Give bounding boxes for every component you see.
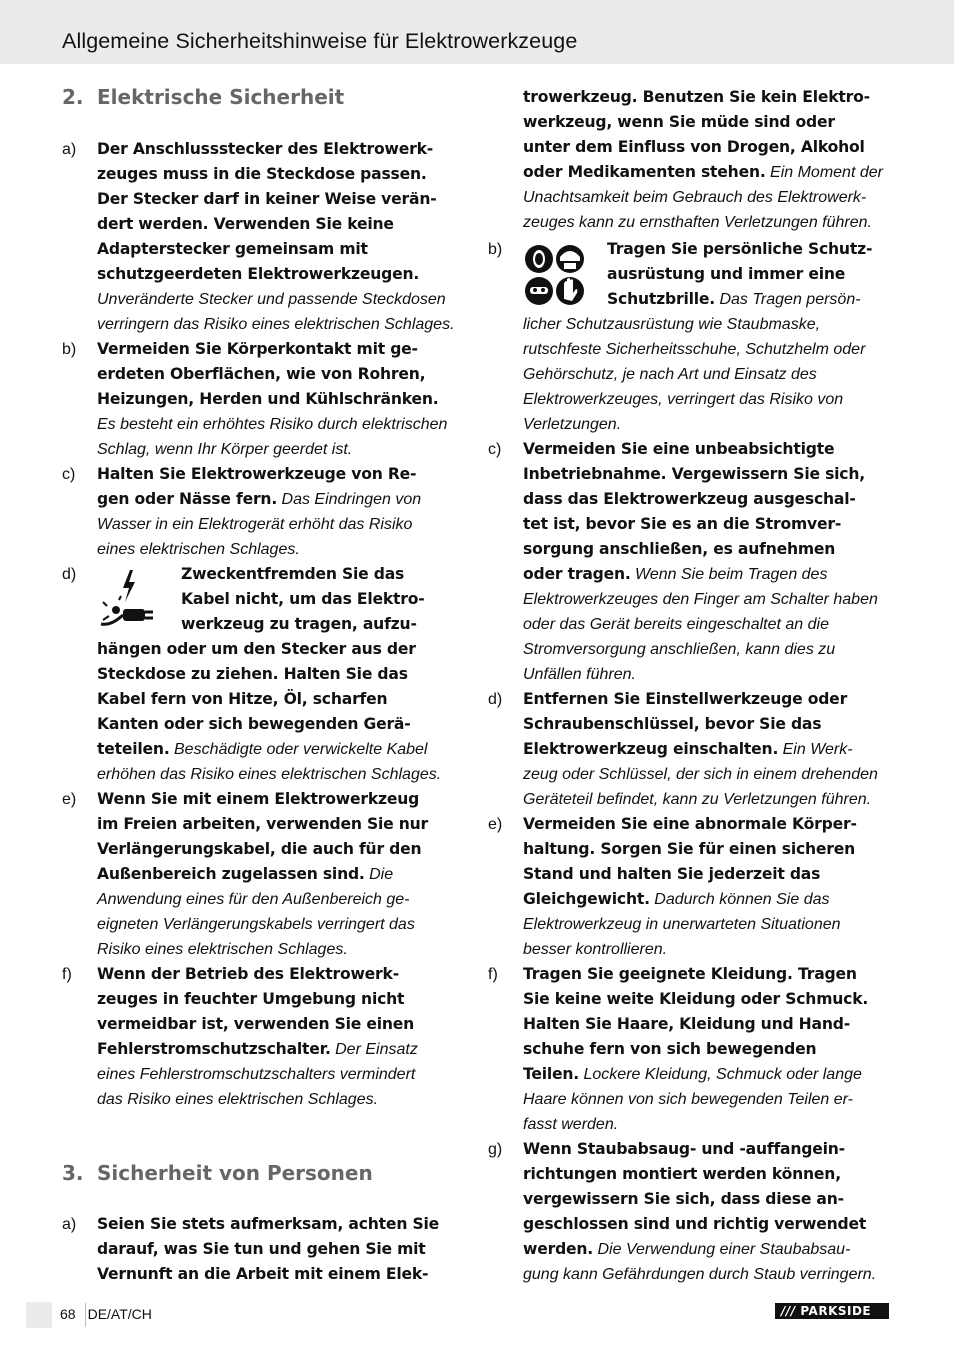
text-line bbox=[97, 962, 399, 987]
text-line bbox=[181, 612, 417, 637]
bold-text: Sie keine weite Kleidung oder Schmuck. bbox=[523, 990, 869, 1008]
bold-text: Vernunft an die Arbeit mit einem Elek- bbox=[97, 1265, 429, 1283]
text-line bbox=[97, 412, 447, 437]
bold-text: Vermeiden Sie eine unbeabsichtigte bbox=[523, 440, 835, 458]
text-line bbox=[97, 662, 408, 687]
text-line bbox=[523, 387, 843, 412]
italic-text: gung kann Gefährdungen durch Staub verringern. bbox=[523, 1266, 877, 1283]
text-line bbox=[523, 1087, 853, 1112]
bold-text: haltung. Sorgen Sie für einen sicheren bbox=[523, 840, 856, 858]
bold-text: dert werden. Verwenden Sie keine bbox=[97, 215, 394, 233]
bold-text: darauf, was Sie tun und gehen Sie mit bbox=[97, 1240, 426, 1258]
italic-text: Ein Werk- bbox=[778, 741, 853, 758]
italic-text: eines elektrischen Schlages. bbox=[97, 541, 300, 558]
italic-text: Beschädigte oder verwickelte Kabel bbox=[169, 741, 428, 758]
section-number: 2. bbox=[62, 85, 84, 109]
text-line bbox=[97, 1262, 428, 1287]
bold-text: Verlängerungskabel, die auch für den bbox=[97, 840, 422, 858]
item-letter: e) bbox=[62, 791, 77, 808]
italic-text: eigneten Verlängerungskabels verringert das bbox=[97, 916, 415, 933]
text-line bbox=[97, 712, 411, 737]
bold-text: Zweckentfremden Sie das bbox=[181, 565, 405, 583]
bold-text: oder tragen. bbox=[523, 565, 631, 583]
bold-text: zeuges in feuchter Umgebung nicht bbox=[97, 990, 405, 1008]
text-line bbox=[97, 137, 433, 162]
bold-text: zeuges muss in die Steckdose passen. bbox=[97, 165, 427, 183]
text-line bbox=[97, 1062, 415, 1087]
italic-text: licher Schutzausrüstung wie Staubmaske, bbox=[523, 316, 821, 333]
text-line bbox=[97, 887, 410, 912]
text-line bbox=[97, 262, 419, 287]
footer-marker bbox=[26, 1302, 52, 1328]
text-line bbox=[523, 937, 667, 962]
text-line bbox=[97, 237, 368, 262]
text-line bbox=[523, 1012, 850, 1037]
text-line bbox=[97, 1012, 414, 1037]
text-line bbox=[97, 437, 352, 462]
text-line bbox=[97, 1237, 426, 1262]
italic-text: zeug oder Schlüssel, der sich in einem drehenden bbox=[523, 766, 878, 783]
text-line bbox=[523, 812, 857, 837]
text-line bbox=[607, 262, 845, 287]
text-line bbox=[523, 737, 853, 762]
italic-text: fasst werden. bbox=[523, 1116, 619, 1133]
text-line bbox=[523, 1212, 866, 1237]
bold-text: gen oder Nässe fern. bbox=[97, 490, 278, 508]
bold-text: werden. bbox=[523, 1240, 594, 1258]
italic-text: Das Tragen persön- bbox=[715, 291, 861, 308]
item-letter: e) bbox=[488, 816, 503, 833]
bold-text: tet ist, bevor Sie es an die Stromver- bbox=[523, 515, 842, 533]
bold-text: schuhe fern von sich bewegenden bbox=[523, 1040, 817, 1058]
italic-text: erhöhen das Risiko eines elektrischen Schlages. bbox=[97, 766, 442, 783]
italic-text: Die bbox=[364, 866, 394, 883]
bold-text: werkzeug, wenn Sie müde sind oder bbox=[523, 113, 835, 131]
text-line bbox=[523, 462, 865, 487]
item-letter: a) bbox=[62, 141, 77, 158]
text-line bbox=[97, 187, 437, 212]
bold-text: werkzeug zu tragen, aufzu- bbox=[181, 615, 417, 633]
text-line bbox=[97, 362, 425, 387]
bold-text: Kabel fern von Hitze, Öl, scharfen bbox=[97, 690, 388, 708]
italic-text: Geräteteil befindet, kann zu Verletzungen führen. bbox=[523, 791, 872, 808]
text-line bbox=[523, 487, 856, 512]
text-line bbox=[181, 562, 404, 587]
italic-text: besser kontrollieren. bbox=[523, 941, 668, 958]
bold-text: im Freien arbeiten, verwenden Sie nur bbox=[97, 815, 429, 833]
bold-text: Elektrowerkzeug einschalten. bbox=[523, 740, 779, 758]
text-line bbox=[97, 787, 419, 812]
bold-text: Schutzbrille. bbox=[607, 290, 715, 308]
text-line bbox=[523, 87, 870, 112]
bold-text: Fehlerstromschutzschalter. bbox=[97, 1040, 331, 1058]
italic-text: Haare können von sich bewegenden Teilen er- bbox=[523, 1091, 854, 1108]
bold-text: Halten Sie Haare, Kleidung und Hand- bbox=[523, 1015, 850, 1033]
page-title: Allgemeine Sicherheitshinweise für Elektrowerkzeuge bbox=[62, 29, 578, 53]
bold-text: Der Stecker darf in keiner Weise verän- bbox=[97, 190, 437, 208]
italic-text: Die Verwendung einer Staubabsau- bbox=[593, 1241, 851, 1258]
text-line bbox=[97, 812, 428, 837]
text-line bbox=[523, 137, 865, 162]
italic-text: oder das Gerät bereits eingeschaltet an die bbox=[523, 616, 829, 633]
text-line bbox=[97, 1087, 378, 1112]
text-line bbox=[523, 162, 883, 187]
text-line bbox=[523, 112, 835, 137]
section-3-title bbox=[62, 1161, 373, 1185]
footer-divider bbox=[85, 1303, 86, 1327]
item-letter: a) bbox=[62, 1216, 77, 1233]
text-line bbox=[523, 412, 621, 437]
item-letter: g) bbox=[488, 1141, 503, 1158]
italic-text: Elektrowerkzeug in unerwarteten Situationen bbox=[523, 916, 841, 933]
text-line bbox=[523, 362, 817, 387]
bold-text: Teilen. bbox=[523, 1065, 580, 1083]
bold-text: Inbetriebnahme. Vergewissern Sie sich, bbox=[523, 465, 865, 483]
italic-text: Der Einsatz bbox=[330, 1041, 418, 1058]
language-codes: DE/AT/CH bbox=[87, 1306, 152, 1322]
text-line bbox=[523, 762, 878, 787]
bold-text: ausrüstung und immer eine bbox=[607, 265, 846, 283]
italic-text: Gehörschutz, je nach Art und Einsatz des bbox=[523, 366, 817, 383]
text-line bbox=[97, 212, 394, 237]
text-line bbox=[523, 562, 827, 587]
bold-text: Der Anschlussstecker des Elektrowerk- bbox=[97, 140, 434, 158]
text-line bbox=[523, 612, 829, 637]
brand-bars: /// bbox=[781, 1304, 796, 1318]
text-line bbox=[607, 287, 861, 312]
item-letter: d) bbox=[62, 566, 77, 583]
italic-text: eines Fehlerstromschutzschalters vermindert bbox=[97, 1066, 416, 1083]
item-letter: b) bbox=[62, 341, 77, 358]
bold-text: geschlossen sind und richtig verwendet bbox=[523, 1215, 867, 1233]
bold-text: Wenn der Betrieb des Elektrowerk- bbox=[97, 965, 399, 983]
text-line bbox=[523, 212, 872, 237]
bold-text: Tragen Sie geeignete Kleidung. Tragen bbox=[523, 965, 857, 983]
text-line bbox=[607, 237, 872, 262]
text-line bbox=[523, 437, 834, 462]
text-line bbox=[523, 962, 857, 987]
italic-text: Verletzungen. bbox=[523, 416, 622, 433]
bold-text: Gleichgewicht. bbox=[523, 890, 650, 908]
text-line bbox=[97, 687, 387, 712]
bold-text: Vermeiden Sie Körperkontakt mit ge- bbox=[97, 340, 418, 358]
italic-text: Lockere Kleidung, Schmuck oder lange bbox=[579, 1066, 862, 1083]
italic-text: Unveränderte Stecker und passende Steckdosen bbox=[97, 291, 446, 308]
bold-text: Kanten oder sich bewegenden Gerä- bbox=[97, 715, 411, 733]
text-line bbox=[97, 737, 427, 762]
italic-text: Anwendung eines für den Außenbereich ge- bbox=[97, 891, 410, 908]
italic-text: verringern das Risiko eines elektrischen Schlages. bbox=[97, 316, 455, 333]
text-line bbox=[97, 287, 446, 312]
italic-text: Schlag, wenn Ihr Körper geerdet ist. bbox=[97, 441, 353, 458]
italic-text: Unachtsamkeit beim Gebrauch des Elektrowerk- bbox=[523, 189, 867, 206]
bold-text: trowerkzeug. Benutzen Sie kein Elektro- bbox=[523, 88, 870, 106]
text-line bbox=[523, 887, 830, 912]
text-line bbox=[97, 312, 455, 337]
text-line bbox=[97, 1037, 418, 1062]
section-title-text: Elektrische Sicherheit bbox=[97, 85, 345, 109]
bold-text: Schraubenschlüssel, bevor Sie das bbox=[523, 715, 822, 733]
text-line bbox=[97, 637, 416, 662]
text-line bbox=[97, 912, 415, 937]
bold-text: dass das Elektrowerkzeug ausgeschal- bbox=[523, 490, 856, 508]
page-number: 68 bbox=[60, 1306, 76, 1322]
bold-text: vergewissern Sie sich, dass diese an- bbox=[523, 1190, 844, 1208]
text-line bbox=[523, 1262, 876, 1287]
bold-text: Wenn Staubabsaug- und -auffangein- bbox=[523, 1140, 845, 1158]
italic-text: Ein Moment der bbox=[765, 164, 883, 181]
text-line bbox=[523, 312, 820, 337]
section-2-title bbox=[62, 85, 344, 109]
brand-name: PARKSIDE bbox=[800, 1304, 872, 1318]
brand-logo bbox=[775, 1303, 889, 1319]
text-line bbox=[97, 937, 348, 962]
italic-text: zeuges kann zu ernsthaften Verletzungen führen. bbox=[523, 214, 872, 231]
italic-text: rutschfeste Sicherheitsschuhe, Schutzhelm oder bbox=[523, 341, 866, 358]
bold-text: Entfernen Sie Einstellwerkzeuge oder bbox=[523, 690, 848, 708]
text-line bbox=[97, 387, 438, 412]
italic-text: Wasser in ein Elektrogerät erhöht das Risiko bbox=[97, 516, 413, 533]
text-line bbox=[97, 512, 412, 537]
text-line bbox=[523, 587, 878, 612]
text-line bbox=[523, 912, 841, 937]
text-line bbox=[97, 537, 300, 562]
bold-text: Seien Sie stets aufmerksam, achten Sie bbox=[97, 1215, 439, 1233]
item-letter: c) bbox=[62, 466, 76, 483]
italic-text: Stromversorgung anschließen, kann dies zu bbox=[523, 641, 836, 658]
section-number: 3. bbox=[62, 1161, 84, 1185]
bold-text: Halten Sie Elektrowerkzeuge von Re- bbox=[97, 465, 417, 483]
text-line bbox=[97, 487, 421, 512]
text-line bbox=[97, 337, 418, 362]
bold-text: Wenn Sie mit einem Elektrowerkzeug bbox=[97, 790, 420, 808]
text-line bbox=[523, 1237, 850, 1262]
italic-text: Unfällen führen. bbox=[523, 666, 636, 683]
text-line bbox=[181, 587, 425, 612]
item-letter: c) bbox=[488, 441, 502, 458]
bold-text: hängen oder um den Stecker aus der bbox=[97, 640, 416, 658]
text-line bbox=[523, 1062, 862, 1087]
text-line bbox=[523, 712, 821, 737]
section-title-text: Sicherheit von Personen bbox=[97, 1161, 373, 1185]
text-line bbox=[523, 987, 868, 1012]
text-line bbox=[523, 662, 636, 687]
text-line bbox=[97, 987, 404, 1012]
italic-text: Das Eindringen von bbox=[277, 491, 422, 508]
text-line bbox=[523, 537, 835, 562]
bold-text: Außenbereich zugelassen sind. bbox=[97, 865, 365, 883]
bold-text: Steckdose zu ziehen. Halten Sie das bbox=[97, 665, 408, 683]
ppe-icons bbox=[524, 243, 586, 307]
bold-text: Adapterstecker gemeinsam mit bbox=[97, 240, 368, 258]
italic-text: Es besteht ein erhöhtes Risiko durch elektrischen bbox=[97, 416, 448, 433]
italic-text: das Risiko eines elektrischen Schlages. bbox=[97, 1091, 379, 1108]
footer-text bbox=[60, 1306, 164, 1322]
bold-text: sorgung anschließen, es aufnehmen bbox=[523, 540, 836, 558]
text-line bbox=[523, 512, 841, 537]
text-line bbox=[97, 837, 421, 862]
bold-text: schutzgeerdeten Elektrowerkzeugen. bbox=[97, 265, 420, 283]
item-letter: f) bbox=[488, 966, 498, 983]
page-header bbox=[0, 0, 954, 64]
cable-hazard-icon bbox=[97, 566, 163, 632]
item-letter: d) bbox=[488, 691, 503, 708]
bold-text: unter dem Einfluss von Drogen, Alkohol bbox=[523, 138, 865, 156]
text-line bbox=[523, 1162, 841, 1187]
text-line bbox=[523, 1112, 618, 1137]
text-line bbox=[523, 637, 835, 662]
text-line bbox=[97, 862, 393, 887]
bold-text: oder Medikamenten stehen. bbox=[523, 163, 766, 181]
text-line bbox=[523, 187, 866, 212]
text-line bbox=[523, 837, 855, 862]
item-letter: f) bbox=[62, 966, 72, 983]
bold-text: Heizungen, Herden und Kühlschränken. bbox=[97, 390, 439, 408]
italic-text: Elektrowerkzeuges den Finger am Schalter haben bbox=[523, 591, 878, 608]
bold-text: erdeten Oberflächen, wie von Rohren, bbox=[97, 365, 426, 383]
text-line bbox=[523, 337, 865, 362]
text-line bbox=[523, 687, 847, 712]
text-line bbox=[97, 1212, 439, 1237]
text-line bbox=[97, 762, 441, 787]
bold-text: Kabel nicht, um das Elektro- bbox=[181, 590, 425, 608]
text-line bbox=[97, 462, 416, 487]
bold-text: richtungen montiert werden können, bbox=[523, 1165, 841, 1183]
text-line bbox=[523, 1037, 816, 1062]
text-line bbox=[523, 1187, 844, 1212]
text-line bbox=[97, 162, 427, 187]
item-letter: b) bbox=[488, 241, 503, 258]
text-line bbox=[523, 862, 820, 887]
bold-text: vermeidbar ist, verwenden Sie einen bbox=[97, 1015, 415, 1033]
italic-text: Elektrowerkzeuges, verringert das Risiko von bbox=[523, 391, 844, 408]
italic-text: Wenn Sie beim Tragen des bbox=[630, 566, 828, 583]
bold-text: Tragen Sie persönliche Schutz- bbox=[607, 240, 873, 258]
text-line bbox=[523, 1137, 845, 1162]
bold-text: Stand und halten Sie jederzeit das bbox=[523, 865, 821, 883]
italic-text: Risiko eines elektrischen Schlages. bbox=[97, 941, 348, 958]
text-line bbox=[523, 787, 871, 812]
bold-text: Vermeiden Sie eine abnormale Körper- bbox=[523, 815, 857, 833]
italic-text: Dadurch können Sie das bbox=[649, 891, 830, 908]
bold-text: teteilen. bbox=[97, 740, 170, 758]
